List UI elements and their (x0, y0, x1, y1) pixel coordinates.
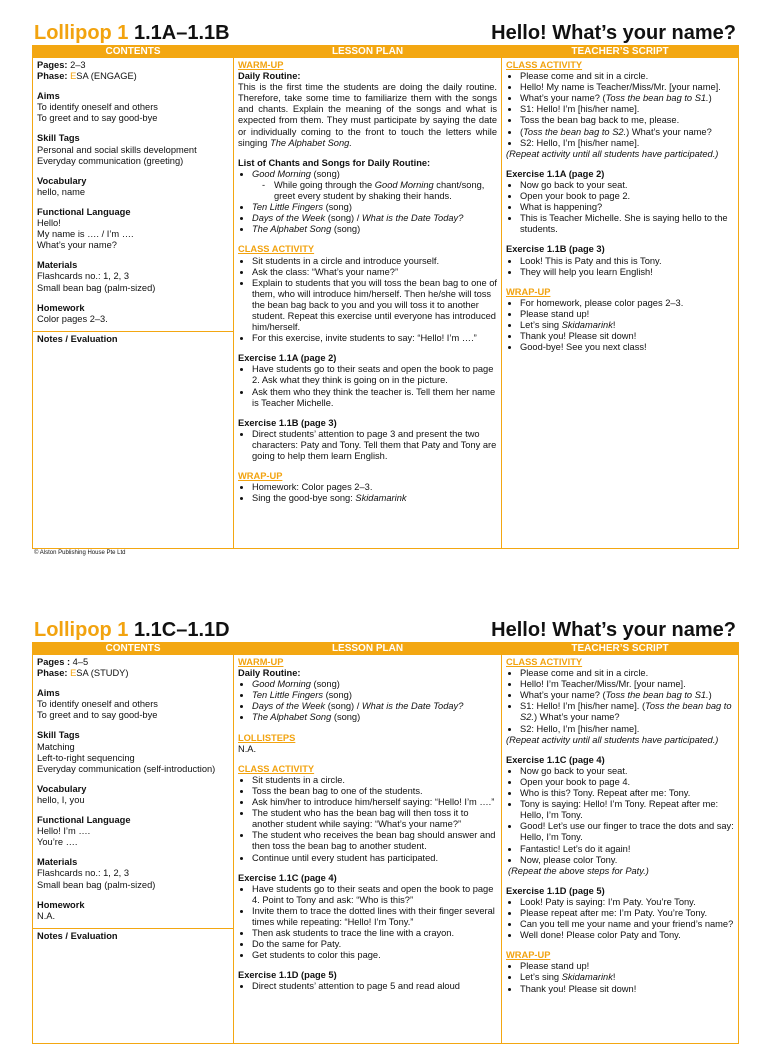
list-item: • Days of the Week (song) / What is the Date Today? (252, 213, 497, 224)
songs-list-heading: List of Chants and Songs for Daily Routine: (238, 157, 431, 168)
page-header (32, 619, 738, 643)
list-item: • Continue until every student has participated. (252, 853, 497, 864)
script-list (506, 766, 734, 866)
exercise-heading: Exercise 1.1B (page 3) (238, 417, 337, 428)
exercise-list (238, 884, 497, 962)
list-item: • Please stand up! (520, 961, 734, 972)
list-item: • Homework: Color pages 2–3. (252, 482, 497, 493)
list-item: • Sing the good-bye song: Skidamarink (252, 493, 497, 504)
list-item: • Thank you! Please sit down! (520, 984, 734, 995)
skill-item: Matching (37, 741, 75, 752)
header-contents: CONTENTS (33, 46, 234, 58)
functional-item: What’s your name? (37, 240, 117, 251)
skill-tags-heading: Skill Tags (37, 730, 80, 741)
exercise-list (238, 429, 497, 462)
script-list (506, 298, 734, 353)
list-item: • They will help you learn English! (520, 267, 734, 278)
list-item: • Days of the Week (song) / What is the Date Today? (252, 701, 497, 712)
class-activity-list (238, 256, 497, 345)
wrap-up-heading: WRAP-UP (506, 286, 551, 297)
notes-evaluation: Notes / Evaluation (33, 928, 233, 944)
list-item: • Let’s sing Skidamarink! (520, 972, 734, 983)
list-item: • Good Morning (song) (252, 679, 497, 690)
alphabet-song-ref: The Alphabet Song. (270, 137, 352, 148)
wrap-up-heading: WRAP-UP (506, 950, 551, 961)
list-item: • Good! Let’s use our finger to trace the dots and say: Hello, I’m Tony. (520, 821, 734, 843)
phase-e: E (70, 668, 77, 679)
functional-item: Hello! (37, 218, 61, 229)
list-item: • Have students go to their seats and open the book to page 4. Point to Tony and ask: “Who is this?” (252, 884, 497, 906)
page-header (32, 22, 738, 46)
exercise-list (238, 364, 497, 408)
list-item: • Ten Little Fingers (song) (252, 202, 497, 213)
list-item: • Ask the class: “What’s your name?” (252, 267, 497, 278)
class-activity-list (238, 775, 497, 864)
list-item: • What is happening? (520, 202, 734, 213)
list-item: • Good Morning (song) - While going through the Good Morning chant/song, greet every student by shaking their hands. (252, 169, 497, 202)
phase-label: Phase: (37, 71, 68, 82)
list-item: • Good-bye! See you next class! (520, 342, 734, 353)
list-item: • S1: Hello! I’m [his/her name]. (Toss the bean bag to S2.) What’s your name? (520, 701, 734, 723)
class-activity-heading: CLASS ACTIVITY (238, 244, 315, 255)
vocabulary-heading: Vocabulary (37, 783, 87, 794)
repeat-note: (Repeat the above steps for Paty.) (508, 865, 649, 876)
lesson-code: 1.1A–1.1B (134, 22, 230, 44)
brand-title: Lollipop 1 1.1A–1.1B (34, 22, 230, 44)
phase-value: SA (ENGAGE) (76, 71, 137, 82)
list-item: • S1: Hello! I’m [his/her name]. (520, 104, 734, 115)
list-item: • S2: Hello, I’m [his/her name]. (520, 138, 734, 149)
pages-value: 2–3 (70, 60, 86, 70)
functional-item: Hello! I’m …. (37, 826, 91, 837)
list-item: • Open your book to page 2. (520, 191, 734, 202)
vocabulary-item: hello, I, you (37, 794, 85, 805)
list-item: • Please stand up! (520, 309, 734, 320)
list-item: • Sit students in a circle. (252, 775, 497, 786)
list-item: • Direct students’ attention to page 5 and read aloud (252, 981, 497, 992)
script-list (506, 71, 734, 149)
exercise-heading: Exercise 1.1C (page 4) (506, 754, 605, 765)
list-item: • Open your book to page 4. (520, 777, 734, 788)
exercise-heading: Exercise 1.1A (page 2) (238, 353, 337, 364)
notes-evaluation: Notes / Evaluation (33, 331, 233, 347)
skill-tags-heading: Skill Tags (37, 133, 80, 144)
repeat-note: (Repeat activity until all students have participated.) (506, 148, 719, 159)
class-activity-heading: CLASS ACTIVITY (506, 60, 583, 70)
header-teachers-script: TEACHER’S SCRIPT (502, 46, 739, 58)
list-item: • The student who receives the bean bag should answer and then toss the bean bag to another student. (252, 830, 497, 852)
list-item: • (Toss the bean bag to S2.) What’s your name? (520, 127, 734, 138)
list-item: • Now go back to your seat. (520, 766, 734, 777)
repeat-note: (Repeat activity until all students have participated.) (506, 734, 719, 745)
list-item: • The Alphabet Song (song) (252, 224, 497, 235)
list-item: • Please come and sit in a circle. (520, 71, 734, 82)
materials-heading: Materials (37, 857, 78, 868)
list-item: • For homework, please color pages 2–3. (520, 298, 734, 309)
pages-label: Pages : (37, 657, 71, 667)
material-item: Flashcards no.: 1, 2, 3 (37, 868, 129, 879)
vocabulary-item: hello, name (37, 186, 86, 197)
teachers-script-column (502, 58, 739, 549)
page-title: Hello! What’s your name? (491, 619, 736, 641)
skill-item: Left-to-right sequencing (37, 752, 135, 763)
exercise-heading: Exercise 1.1C (page 4) (238, 872, 337, 883)
list-item: • Please come and sit in a circle. (520, 668, 734, 679)
contents-column (33, 58, 234, 549)
aims-heading: Aims (37, 688, 60, 699)
header-lesson-plan: LESSON PLAN (234, 643, 502, 655)
exercise-heading: Exercise 1.1D (page 5) (506, 885, 605, 896)
list-item: • What’s your name? (Toss the bean bag to S1.) (520, 690, 734, 701)
skill-item: Personal and social skills development (37, 144, 197, 155)
skill-item: Everyday communication (self-introduction) (37, 763, 216, 774)
list-item: • Now, please color Tony. (520, 855, 734, 866)
functional-language-heading: Functional Language (37, 206, 131, 217)
aim-item: To greet and to say good-bye (37, 710, 158, 721)
list-item: • S2: Hello, I’m [his/her name]. (520, 724, 734, 735)
list-item: • Who is this? Tony. Repeat after me: Tony. (520, 788, 734, 799)
class-activity-heading: CLASS ACTIVITY (238, 763, 315, 774)
list-item: • Direct students’ attention to page 3 and present the two characters: Paty and Tony. Tell them that Paty and Tony are going to help them learn English. (252, 429, 497, 462)
list-item: • Look! Paty is saying: I’m Paty. You’re Tony. (520, 897, 734, 908)
list-item: - While going through the Good Morning chant/song, greet every student by shaking their hands. (274, 180, 497, 202)
pages-value: 4–5 (72, 657, 89, 667)
exercise-heading: Exercise 1.1B (page 3) (506, 244, 605, 255)
phase-label: Phase: (37, 668, 68, 679)
page-title: Hello! What’s your name? (491, 22, 736, 44)
list-item: • The student who has the bean bag will then toss it to another student while saying: “What’s your name?” (252, 808, 497, 830)
list-item: • Ask them who they think the teacher is. Tell them her name is Teacher Michelle. (252, 387, 497, 409)
list-item: • Have students go to their seats and open the book to page 2. Ask what they think is going on in the picture. (252, 364, 497, 386)
lesson-page-2 (32, 619, 738, 994)
homework-item: N.A. (37, 910, 56, 921)
daily-routine-heading: Daily Routine: (238, 71, 301, 82)
aim-item: To identify oneself and others (37, 699, 158, 710)
list-item: • What’s your name? (Toss the bean bag to S1.) (520, 93, 734, 104)
list-item: • Tony is saying: Hello! I’m Tony. Repeat after me: Hello, I’m Tony. (520, 799, 734, 821)
list-item: • Sit students in a circle and introduce yourself. (252, 256, 497, 267)
list-item: • Ask him/her to introduce him/herself saying: “Hello! I’m ….” (252, 797, 497, 808)
exercise-list (238, 981, 497, 992)
class-activity-heading: CLASS ACTIVITY (506, 657, 583, 667)
list-item: • Toss the bean bag to one of the students. (252, 786, 497, 797)
warm-up-heading: WARM-UP (238, 657, 284, 667)
list-item: • Please repeat after me: I’m Paty. You’re Tony. (520, 908, 734, 919)
list-item: • Hello! My name is Teacher/Miss/Mr. [your name]. (520, 82, 734, 93)
lesson-page-1 (32, 22, 738, 504)
aim-item: To greet and to say good-bye (37, 113, 158, 124)
material-item: Small bean bag (palm-sized) (37, 282, 156, 293)
material-item: Flashcards no.: 1, 2, 3 (37, 271, 129, 282)
lesson-table (32, 45, 739, 549)
homework-heading: Homework (37, 302, 85, 313)
script-list (506, 897, 734, 941)
exercise-heading: Exercise 1.1D (page 5) (238, 970, 337, 981)
list-item: • Explain to students that you will toss the bean bag to one of them, who will introduce him/herself. Then he/she will toss the bean bag back to you and you will toss it to another student. Repeat this exercise until everyone has introduced him/herself. (252, 278, 497, 333)
list-item: • The Alphabet Song (song) (252, 712, 497, 723)
list-item: • Thank you! Please sit down! (520, 331, 734, 342)
header-contents: CONTENTS (33, 643, 234, 655)
lesson-table (32, 642, 739, 1044)
list-item: • For this exercise, invite students to say: “Hello! I’m ….” (252, 333, 497, 344)
lesson-code: 1.1C–1.1D (134, 619, 230, 641)
skill-item: Everyday communication (greeting) (37, 155, 184, 166)
functional-item: You’re …. (37, 837, 78, 848)
functional-language-heading: Functional Language (37, 815, 131, 826)
list-item: • Well done! Please color Paty and Tony. (520, 930, 734, 941)
list-item: • Let’s sing Skidamarink! (520, 320, 734, 331)
list-item: • Invite them to trace the dotted lines with their finger several times while repeating: “Hello! I’m Tony.” (252, 906, 497, 928)
list-item: • This is Teacher Michelle. She is saying hello to the students. (520, 213, 734, 235)
vocabulary-heading: Vocabulary (37, 175, 87, 186)
aim-item: To identify oneself and others (37, 102, 158, 113)
list-item: • Can you tell me your name and your friend’s name? (520, 919, 734, 930)
script-list (506, 180, 734, 235)
teachers-script-column (502, 655, 739, 1044)
phase-e: E (70, 71, 77, 82)
daily-routine-text: This is the first time the students are doing the daily routine. Therefore, take some time to familiarize them with the songs and chants. Explain the meaning of the songs and what is expected from them. They must participate by saying the date or individually coming to the front to touch the letters while singing (238, 82, 497, 148)
list-item: • Toss the bean bag back to me, please. (520, 115, 734, 126)
pages-label: Pages: (37, 60, 68, 70)
songs-list (238, 169, 497, 236)
list-item: • Fantastic! Let’s do it again! (520, 844, 734, 855)
header-lesson-plan: LESSON PLAN (234, 46, 502, 58)
script-list (506, 256, 734, 278)
lollisteps-value: N.A. (238, 743, 257, 754)
lollisteps-heading: LOLLISTEPS (238, 732, 296, 743)
list-item: • Ten Little Fingers (song) (252, 690, 497, 701)
functional-item: My name is …. / I’m …. (37, 229, 134, 240)
daily-routine-heading: Daily Routine: (238, 668, 301, 679)
copyright-footer: © Alston Publishing House Pte Ltd (34, 550, 126, 556)
list-item: • Hello! I’m Teacher/Miss/Mr. [your name]. (520, 679, 734, 690)
lesson-plan-column (234, 655, 502, 1044)
list-item: • Then ask students to trace the line with a crayon. (252, 928, 497, 939)
exercise-heading: Exercise 1.1A (page 2) (506, 168, 605, 179)
script-list (506, 668, 734, 735)
aims-heading: Aims (37, 91, 60, 102)
warm-up-heading: WARM-UP (238, 60, 284, 70)
songs-list (238, 679, 497, 723)
list-item: • Look! This is Paty and this is Tony. (520, 256, 734, 267)
contents-column (33, 655, 234, 1044)
brand-title: Lollipop 1 1.1C–1.1D (34, 619, 230, 641)
list-item: • Now go back to your seat. (520, 180, 734, 191)
list-item: • Do the same for Paty. (252, 939, 497, 950)
wrap-up-list (238, 482, 497, 504)
material-item: Small bean bag (palm-sized) (37, 879, 156, 890)
homework-item: Color pages 2–3. (37, 313, 108, 324)
wrap-up-heading: WRAP-UP (238, 471, 283, 482)
homework-heading: Homework (37, 899, 85, 910)
materials-heading: Materials (37, 260, 78, 271)
lesson-plan-column (234, 58, 502, 549)
header-teachers-script: TEACHER’S SCRIPT (502, 643, 739, 655)
phase-value: SA (STUDY) (76, 668, 129, 679)
list-item: • Get students to color this page. (252, 950, 497, 961)
script-list (506, 961, 734, 994)
